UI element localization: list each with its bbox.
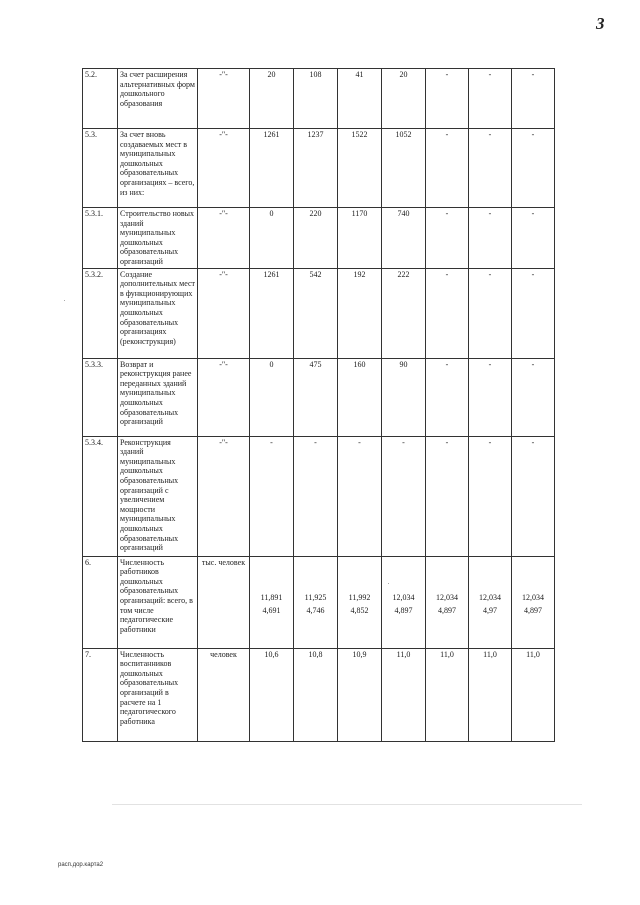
value-cell: 542 — [294, 268, 338, 358]
table-row — [83, 268, 555, 358]
scan-speck — [64, 300, 65, 301]
table-row — [83, 556, 555, 648]
value-cell: - — [250, 436, 294, 556]
row-unit: -"- — [198, 268, 250, 358]
scan-artifact-line — [112, 804, 582, 805]
value-cell: 475 — [294, 358, 338, 436]
value-cell: 41 — [338, 69, 382, 129]
value-cell: - — [512, 268, 555, 358]
value-cell: - — [382, 436, 426, 556]
value-cell: 1522 — [338, 129, 382, 208]
value-cell: 1170 — [338, 208, 382, 269]
row-number: 5.3.1. — [83, 208, 118, 269]
value-cell: - — [469, 436, 512, 556]
value-cell: 11,0 — [382, 648, 426, 741]
value-cell: 222 — [382, 268, 426, 358]
value-cell: - — [469, 358, 512, 436]
value-cell: 11,0 — [512, 648, 555, 741]
value-cell: - — [512, 129, 555, 208]
value-cell: 160 — [338, 358, 382, 436]
value-cell: - — [512, 69, 555, 129]
table-row — [83, 208, 555, 269]
row-unit: человек — [198, 648, 250, 741]
value-cell: 108 — [294, 69, 338, 129]
row-number: 5.3.4. — [83, 436, 118, 556]
row-number: 5.3. — [83, 129, 118, 208]
row-description: Создание дополнительных мест в функционирующих муниципальных дошкольных образовательных организациях (реконструкция) — [118, 268, 198, 358]
row-description: Строительство новых зданий муниципальных дошкольных образовательных организаций — [118, 208, 198, 269]
teacher-value: 4,897 — [394, 606, 413, 616]
table-row — [83, 436, 555, 556]
value-cell: - — [426, 358, 469, 436]
row-unit: тыс. человек — [198, 556, 250, 648]
row-unit: -"- — [198, 129, 250, 208]
footer-filename: расп.дор.карта2 — [58, 862, 104, 868]
value-cell: 1261 — [250, 129, 294, 208]
value-cell: 1052 — [382, 129, 426, 208]
teacher-value: 4,746 — [306, 606, 325, 616]
value-cell: - — [426, 268, 469, 358]
value-cell: 10,6 — [250, 648, 294, 741]
value-cell-pair — [250, 556, 294, 648]
value-cell: - — [469, 129, 512, 208]
value-cell: - — [512, 436, 555, 556]
teacher-value: 4,897 — [438, 606, 456, 616]
teacher-value: 4,897 — [524, 606, 542, 616]
row-unit: -"- — [198, 208, 250, 269]
teacher-value: 4,97 — [483, 606, 497, 616]
value-cell-pair — [294, 556, 338, 648]
table-row — [83, 129, 555, 208]
value-cell: 0 — [250, 208, 294, 269]
value-cell-pair — [338, 556, 382, 648]
value-cell: 10,8 — [294, 648, 338, 741]
value-cell: 0 — [250, 358, 294, 436]
page-number: 3 — [596, 14, 605, 33]
table-row — [83, 648, 555, 741]
value-cell: 11,0 — [426, 648, 469, 741]
value-cell: - — [512, 358, 555, 436]
value-cell: - — [469, 208, 512, 269]
row-description: За счет расширения альтернативных форм дошкольного образования — [118, 69, 198, 129]
value-cell: 192 — [338, 268, 382, 358]
value-cell: 11,0 — [469, 648, 512, 741]
value-cell: 1237 — [294, 129, 338, 208]
teacher-value: 4,691 — [262, 606, 281, 616]
row-unit: -"- — [198, 358, 250, 436]
table-row — [83, 358, 555, 436]
value-cell-pair — [426, 556, 469, 648]
row-number: 6. — [83, 556, 118, 648]
row-description: За счет вновь создаваемых мест в муниципальных дошкольных образовательных организациях – всего, из них: — [118, 129, 198, 208]
table-row — [83, 69, 555, 129]
total-value: 11,925 — [304, 592, 327, 602]
value-cell-pair — [469, 556, 512, 648]
row-number: 5.3.3. — [83, 358, 118, 436]
value-cell: - — [294, 436, 338, 556]
value-cell: - — [469, 69, 512, 129]
total-value: 12,034 — [479, 592, 501, 602]
row-description: Реконструкция зданий муниципальных дошкольных образовательных организаций с увеличением мощности муниципальных дошкольных образовательных организаций — [118, 436, 198, 556]
value-cell: - — [469, 268, 512, 358]
value-cell-pair — [512, 556, 555, 648]
total-value: 11,992 — [348, 592, 371, 602]
value-cell: 1261 — [250, 268, 294, 358]
row-description: Численность работников дошкольных образовательных организаций: всего, в том числе педагогические работники — [118, 556, 198, 648]
value-cell-pair — [382, 556, 426, 648]
value-cell: 740 — [382, 208, 426, 269]
teacher-value: 4,852 — [350, 606, 369, 616]
value-cell: - — [426, 208, 469, 269]
value-cell: 220 — [294, 208, 338, 269]
row-description: Возврат и реконструкция ранее переданных зданий муниципальных дошкольных образовательных организаций — [118, 358, 198, 436]
row-number: 5.3.2. — [83, 268, 118, 358]
total-value: 11,891 — [260, 592, 283, 602]
row-unit: -"- — [198, 436, 250, 556]
value-cell: - — [512, 208, 555, 269]
row-number: 7. — [83, 648, 118, 741]
value-cell: - — [426, 436, 469, 556]
value-cell: 20 — [382, 69, 426, 129]
value-cell: 20 — [250, 69, 294, 129]
value-cell: - — [426, 129, 469, 208]
indicator-table — [82, 68, 555, 742]
total-value: 12,034 — [522, 592, 544, 602]
value-cell: - — [338, 436, 382, 556]
row-description: Численность воспитанников дошкольных образовательных организаций в расчете на 1 педагогического работника — [118, 648, 198, 741]
value-cell: 90 — [382, 358, 426, 436]
total-value: 12,034 — [392, 592, 415, 602]
value-cell: - — [426, 69, 469, 129]
total-value: 12,034 — [436, 592, 458, 602]
row-unit: -"- — [198, 69, 250, 129]
value-cell: 10,9 — [338, 648, 382, 741]
row-number: 5.2. — [83, 69, 118, 129]
scan-speck — [388, 583, 389, 584]
